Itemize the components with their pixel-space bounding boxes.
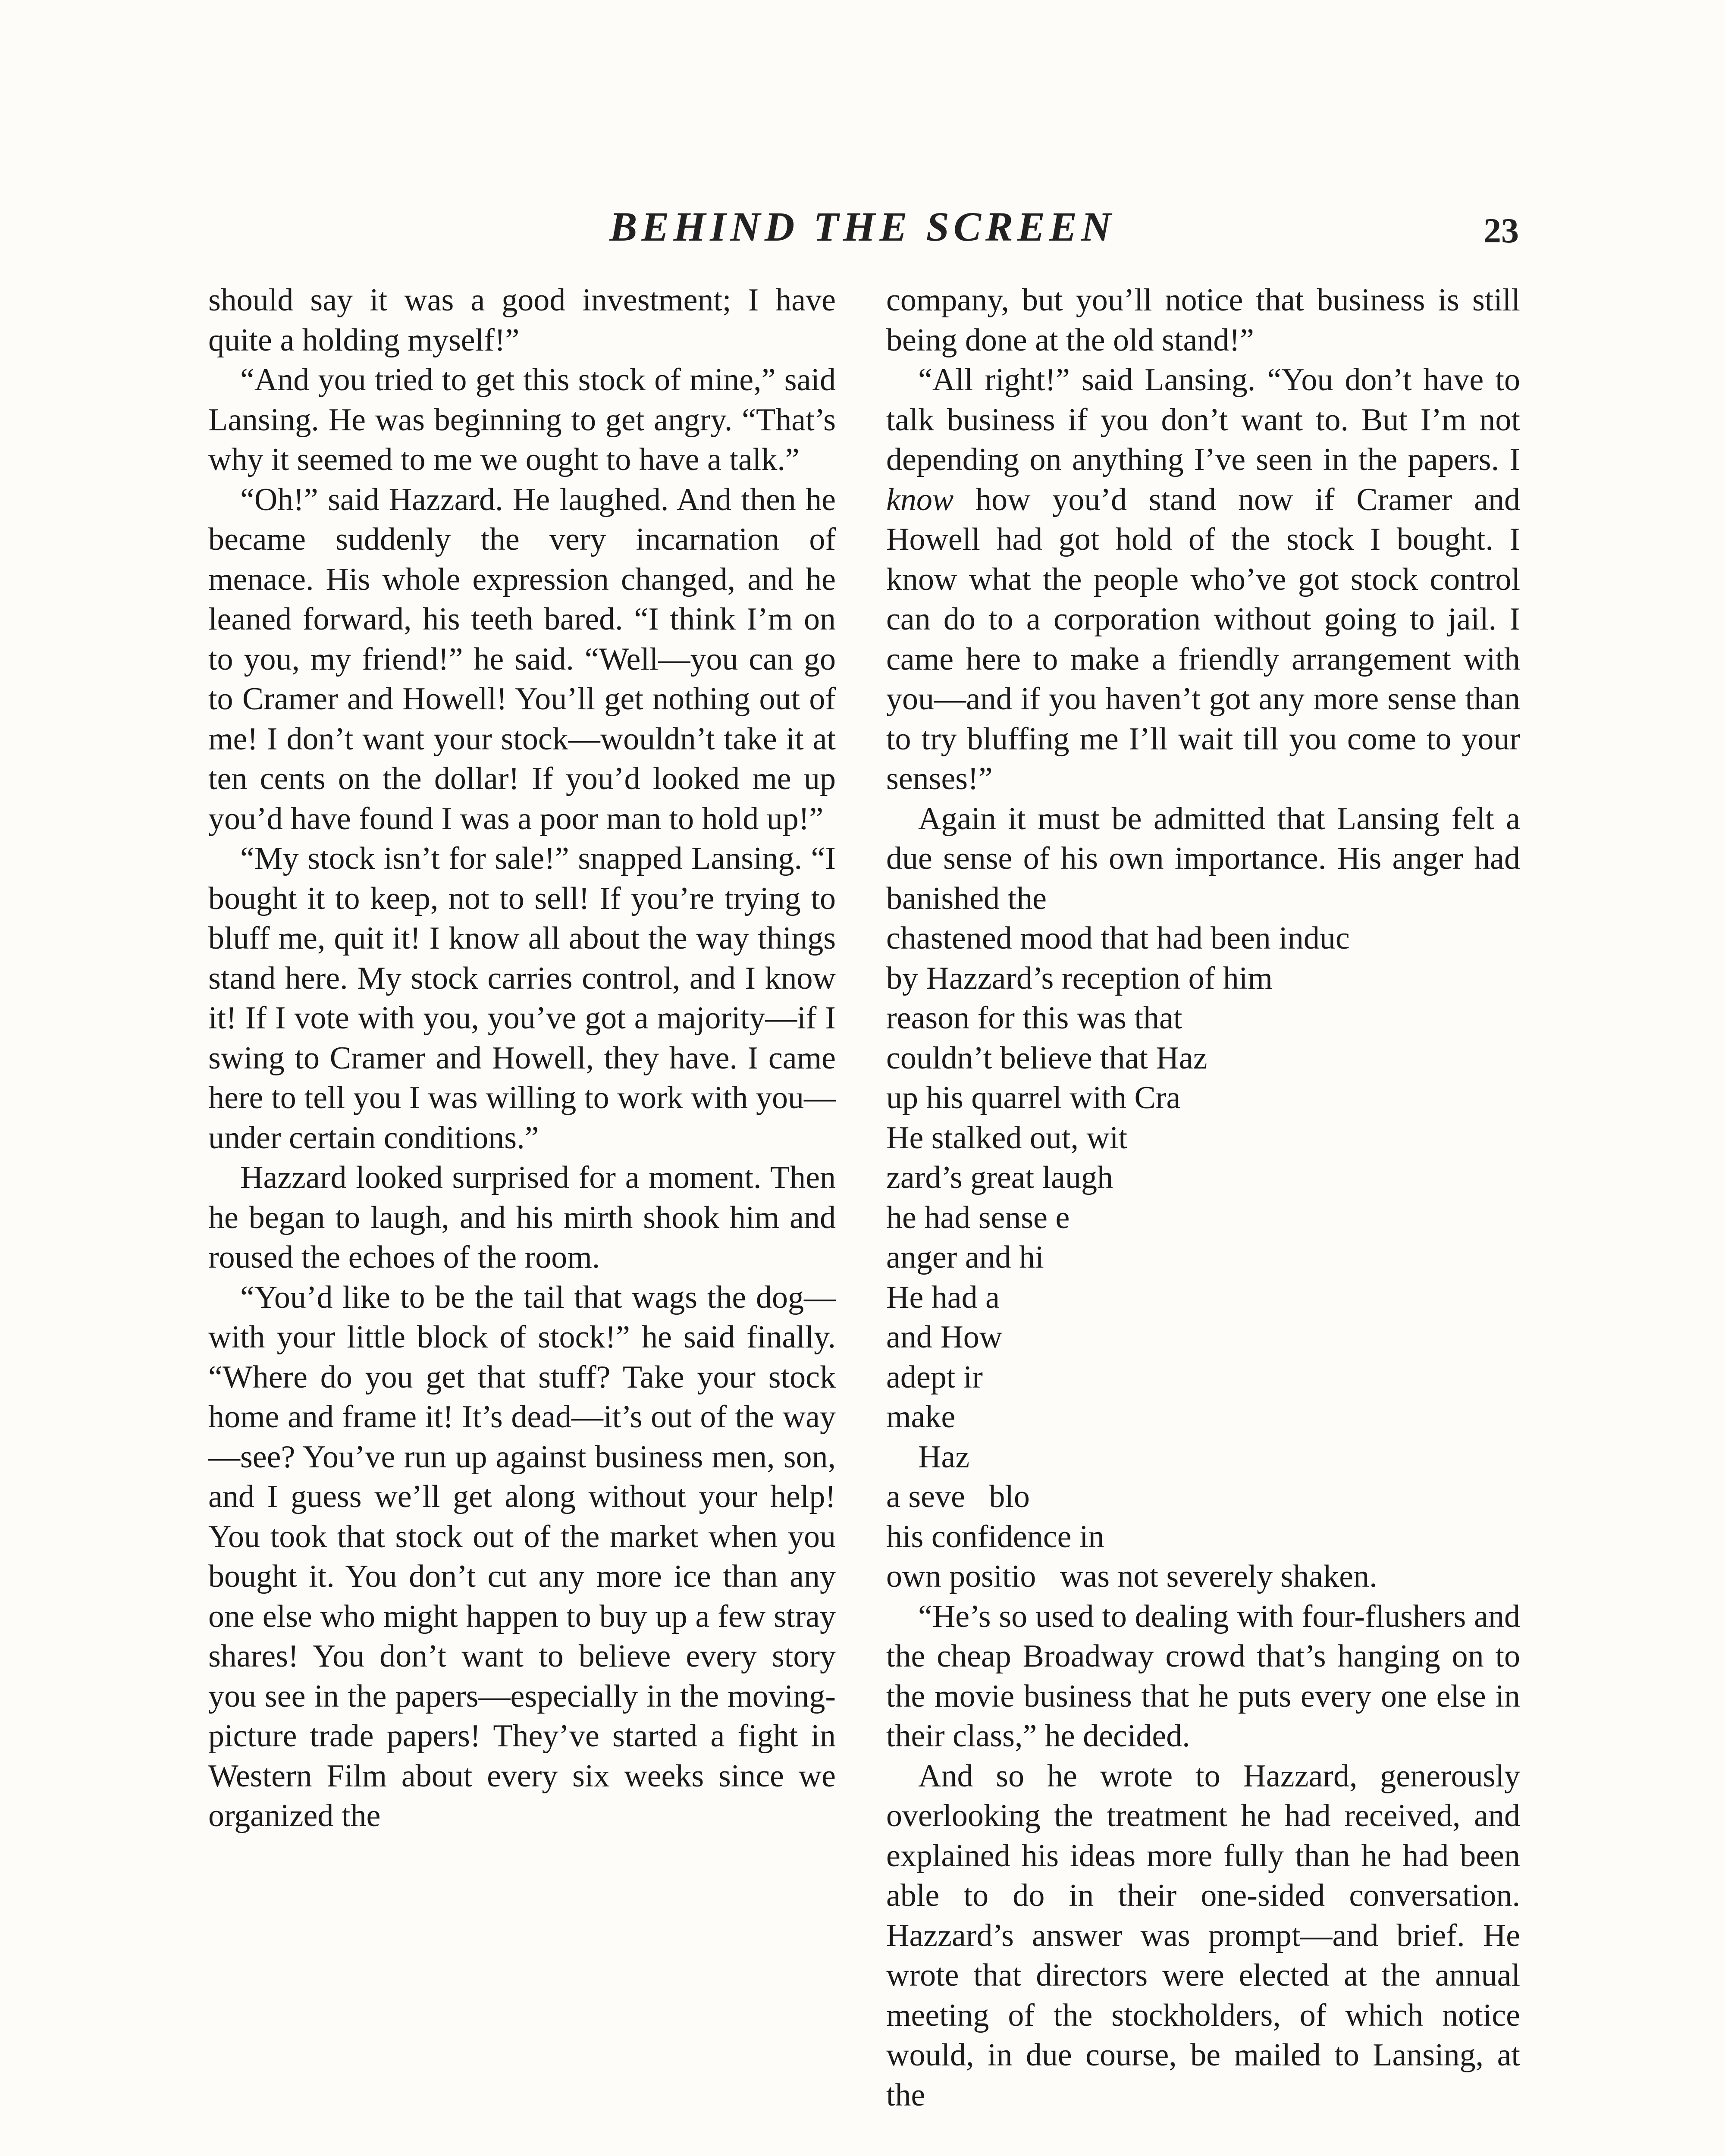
torn-line: He had a (886, 1279, 1000, 1315)
torn-line: a seve blo (886, 1479, 1030, 1514)
emphasized-word: know (886, 482, 954, 517)
torn-line: own positio was not severely shaken. (886, 1559, 1377, 1594)
torn-line: adept ir (886, 1359, 983, 1395)
torn-line: by Hazzard’s reception of him (886, 960, 1273, 996)
paragraph (886, 360, 1520, 799)
paragraph-text: how you’d stand now if Cramer and Howell had got hold of the stock I bought. I know what the people who’ve got stock control can do to a corporation without going to jail. I came here to make a friendly arrangement with you—and if you haven’t got any more sense than to try bluffing me I’ll wait till you come to your senses!” (886, 482, 1520, 796)
torn-line: up his quarrel with Cra (886, 1080, 1181, 1116)
paragraph: “And you tried to get this stock of mine,” said Lansing. He was beginning to get angry. “That’s why it seemed to me we ought to have a talk.” (208, 362, 836, 477)
left-text-column (208, 280, 836, 1836)
torn-line: reason for this was that (886, 1000, 1182, 1036)
torn-line: chastened mood that had been induc (886, 921, 1350, 956)
paragraph: company, but you’ll notice that business is still being done at the old stand!” (886, 282, 1520, 358)
paragraph: “My stock isn’t for sale!” snapped Lansing. “I bought it to keep, not to sell! If you’re trying to bluff me, quit it! I know all about the way things stand here. My stock carries control, and I know it! If I vote with you, you’ve got a majority—if I swing to Cramer and Howell, they have. I came here to tell you I was willing to work with you—under certain conditions.” (208, 841, 836, 1156)
running-head: BEHIND THE SCREEN (609, 204, 1116, 250)
paragraph: Again it must be admitted that Lansing felt a due sense of his own importance. His anger had banished the (886, 801, 1520, 916)
torn-line: make (886, 1399, 956, 1435)
paragraph: “You’d like to be the tail that wags the dog—with your little block of stock!” he said finally. “Where do you get that stuff? Take your stock home and frame it! It’s dead—it’s out of the way—see? You’ve run up against business men, son, and I guess we’ll get along without your help! You took that stock out of the market when you bought it. You don’t cut any more ice than any one else who might happen to buy up a few stray shares! You don’t want to believe every story you see in the papers—especially in the moving-picture trade papers! They’ve started a fight in Western Film about every six weeks since we organized the (208, 1279, 836, 1833)
torn-line: anger and hi (886, 1240, 1044, 1275)
paragraph: Hazzard looked surprised for a moment. Then he began to laugh, and his mirth shook him and roused the echoes of the room. (208, 1160, 836, 1275)
paragraph: “Oh!” said Hazzard. He laughed. And then he became suddenly the very incarnation of menace. His whole expression changed, and he leaned forward, his teeth bared. “I think I’m on to you, my friend!” he said. “Well—you can go to Cramer and Howell! You’ll get nothing out of me! I don’t want your stock—wouldn’t take it at ten cents on the dollar! If you’d looked me up you’d have found I was a poor man to hold up!” (208, 482, 836, 837)
right-text-column (886, 280, 1520, 2115)
torn-line: he had sense e (886, 1200, 1070, 1235)
torn-line: couldn’t believe that Haz (886, 1040, 1208, 1076)
paragraph: And so he wrote to Hazzard, generously overlooking the treatment he had received, and explained his ideas more fully than he had been able to do in their one-sided conversation. Hazzard’s answer was prompt—and brief. He wrote that directors were elected at the annual meeting of the stockholders, of which notice would, in due course, be mailed to Lansing, at the (886, 1758, 1520, 2113)
torn-line: his confidence in (886, 1519, 1104, 1554)
torn-page-area (886, 918, 1520, 1597)
torn-line: He stalked out, wit (886, 1120, 1128, 1156)
page-number: 23 (1484, 211, 1519, 250)
torn-line: zard’s great laugh (886, 1160, 1113, 1195)
torn-line: Haz (918, 1439, 970, 1475)
torn-line: and How (886, 1319, 1003, 1355)
paragraph-text: “All right!” said Lansing. “You don’t have to talk business if you don’t want to. But I’m not depending on anything I’ve seen in the papers. I (886, 362, 1520, 477)
paragraph: “He’s so used to dealing with four-flushers and the cheap Broadway crowd that’s hanging on to the movie business that he puts every one else in their class,” he decided. (886, 1598, 1520, 1754)
paragraph: should say it was a good investment; I have quite a holding myself!” (208, 282, 836, 358)
